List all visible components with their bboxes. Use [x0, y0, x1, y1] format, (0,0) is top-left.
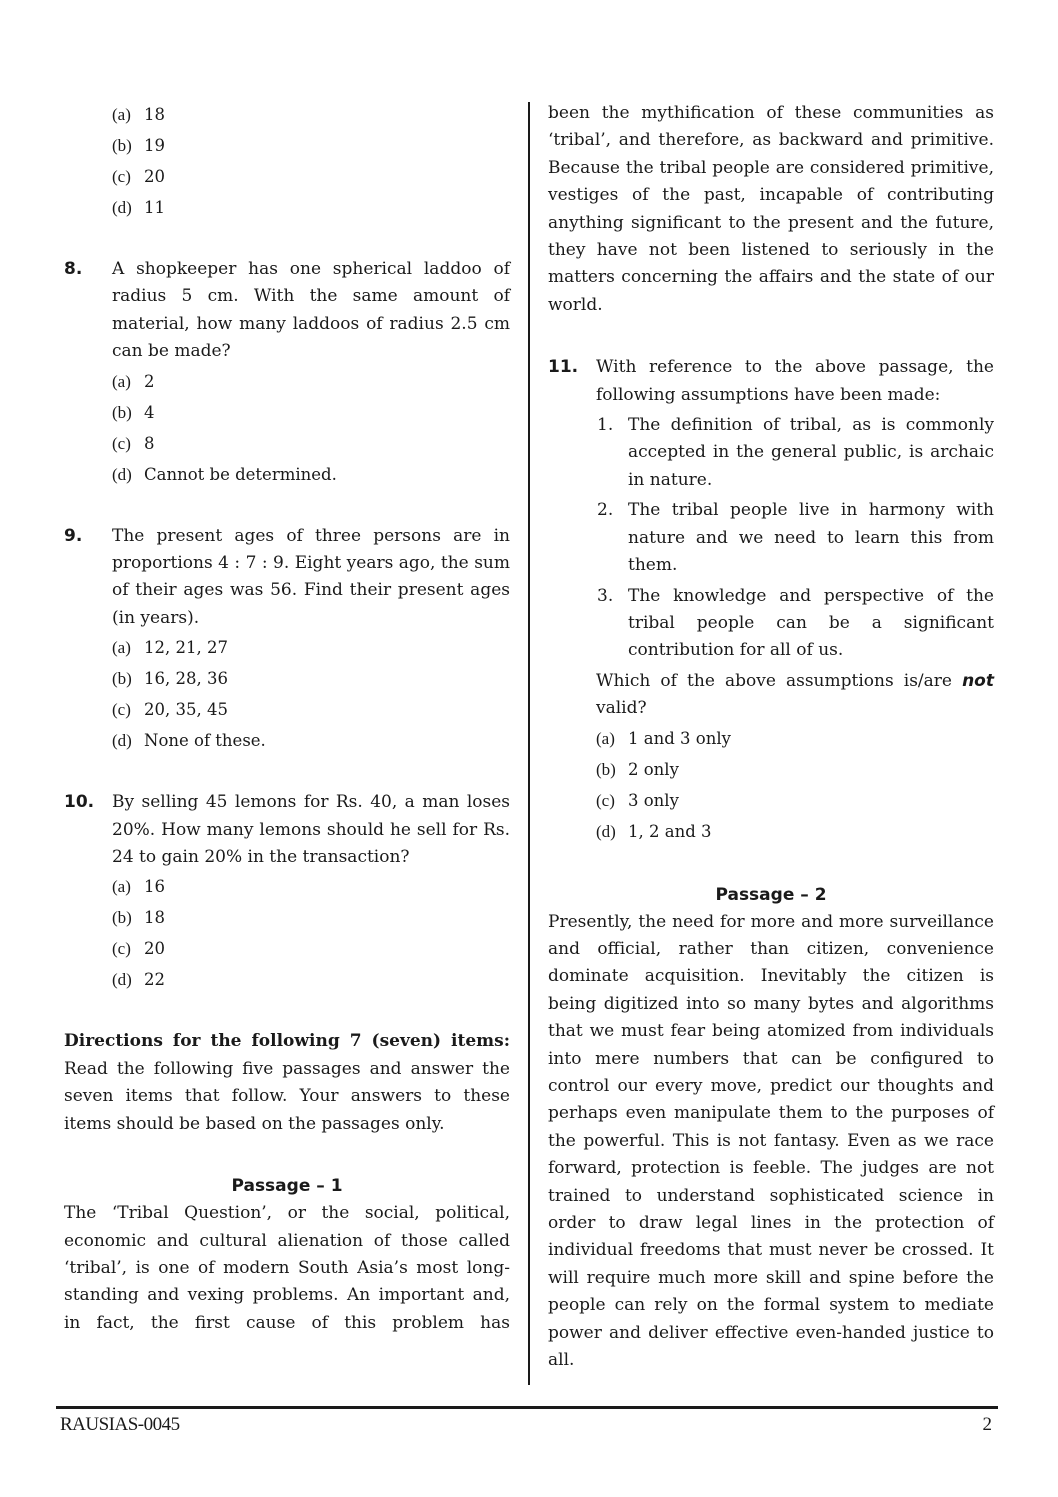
- question-number: 10.: [64, 792, 95, 813]
- question-text: 9. The present ages of three persons are in proportions 4 : 7 : 9. Eight years ago, the sum of their ages was 56. Find their present ages (in years).: [64, 523, 510, 633]
- passage-1: [64, 1172, 510, 1337]
- question-8: [64, 256, 510, 490]
- option: (b) 18: [112, 908, 165, 928]
- option: (d) 22: [112, 970, 165, 990]
- option: (d) None of these.: [112, 731, 266, 751]
- question-prompt: Which of the above assumptions is/are not valid?: [596, 670, 994, 719]
- option: (c) 8: [112, 433, 155, 453]
- option: (d) 11: [112, 198, 165, 217]
- passage-title: Passage – 1: [231, 1176, 343, 1197]
- question-number: 11.: [548, 357, 579, 378]
- left-column: [64, 100, 510, 1337]
- option: (b) 4: [112, 402, 155, 422]
- option: (b) 2 only: [596, 759, 679, 779]
- question-text: 8. A shopkeeper has one spherical laddoo of radius 5 cm. With the same amount of material, how many laddoos of radius 2.5 cm can be made?: [64, 256, 510, 366]
- option: (b) 19: [112, 136, 165, 155]
- option: (a) 2: [112, 371, 155, 391]
- document-code: RAUSIAS-0045: [60, 1414, 180, 1435]
- question-11: [548, 354, 994, 846]
- passage-text-continued: been the mythification of these communities as ‘tribal’, and therefore, as backward and primitive. Because the tribal people are considered primitive, vestiges of the past, incapable of contributing anything significant to the present and the future, they have not been listened to seriously in the matters concerning the affairs and the state of our world.: [548, 103, 994, 315]
- emphasis-not: not: [962, 670, 994, 691]
- column-divider: [528, 102, 530, 1385]
- question-10: [64, 789, 510, 995]
- question-number: 8.: [64, 259, 83, 279]
- option: (d) 1, 2 and 3: [596, 821, 712, 841]
- passage-text: The ‘Tribal Question’, or the social, political, economic and cultural alienation of those called ‘tribal’, is one of modern South Asia’s most long-standing and vexing problems. An important and, in fact, the first cause of this problem has: [64, 1203, 510, 1333]
- assumption: 1. The definition of tribal, as is commonly accepted in the general public, is archaic in nature.: [597, 415, 994, 490]
- passage-text: Presently, the need for more and more surveillance and official, rather than citizen, convenience dominate acquisition. Inevitably the citizen is being digitized into so many bytes and algorithms that we must fear being atomized from individuals into mere numbers that can be configured to control our every move, predict our thoughts and perhaps even manipulate them to the purposes of the powerful. This is not fantasy. Even as we race forward, protection is feeble. The judges are not trained to understand sophisticated science in order to draw legal lines in the protection of individual freedoms that must never be crossed. It will require much more skill and spine before the people can rely on the formal system to mediate power and deliver effective even-handed justice to all.: [548, 911, 994, 1371]
- passage-title: Passage – 2: [715, 884, 827, 905]
- option: (d) Cannot be determined.: [112, 464, 337, 484]
- question-9: [64, 523, 510, 757]
- passage-2: [548, 881, 994, 1375]
- footer-rule: [56, 1406, 998, 1409]
- q7-options: [64, 99, 510, 223]
- option: (c) 20: [112, 939, 165, 959]
- assumption: 3. The knowledge and perspective of the tribal people can be a significant contribution for all of us.: [597, 585, 994, 661]
- option: (c) 3 only: [596, 790, 679, 810]
- question-text: 11. With reference to the above passage, the following assumptions have been made:: [548, 354, 994, 409]
- directions-text: Read the following five passages and answer the seven items that follow. Your answers to these items should be based on the passages only.: [64, 1058, 510, 1134]
- right-column: [548, 100, 994, 1374]
- option: (c) 20: [112, 167, 165, 186]
- question-number: 9.: [64, 525, 83, 546]
- page-number: 2: [982, 1414, 992, 1435]
- directions-title: Directions for the following 7 (seven) items:: [64, 1031, 510, 1052]
- option: (a) 1 and 3 only: [596, 728, 731, 748]
- directions: [64, 1028, 510, 1138]
- option: (c) 20, 35, 45: [112, 700, 228, 720]
- question-text: 10. By selling 45 lemons for Rs. 40, a man loses 20%. How many lemons should he sell for Rs. 24 to gain 20% in the transaction?: [64, 789, 510, 871]
- option: (a) 12, 21, 27: [112, 638, 228, 658]
- option: (b) 16, 28, 36: [112, 669, 228, 689]
- assumption: 2. The tribal people live in harmony with nature and we need to learn this from them.: [597, 500, 994, 576]
- option: (a) 18: [112, 105, 165, 124]
- option: (a) 16: [112, 877, 165, 897]
